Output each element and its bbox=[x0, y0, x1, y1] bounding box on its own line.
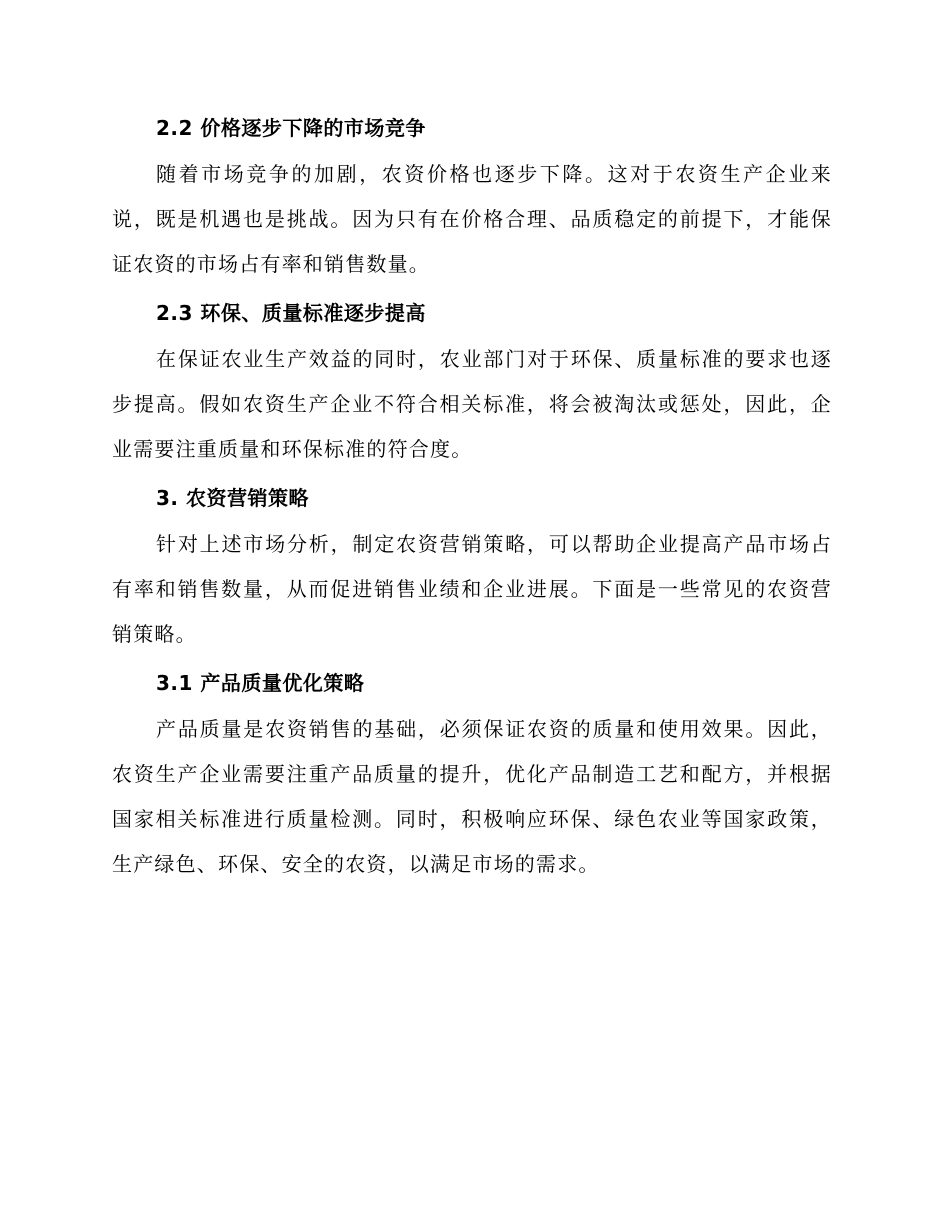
section-heading-2-3: 2.3 环保、质量标准逐步提高 bbox=[156, 301, 426, 325]
section-paragraph-3-1: 产品质量是农资销售的基础，必须保证农资的质量和使用效果。因此，农资生产企业需要注重产品质量的提升，优化产品制造工艺和配方，并根据国家相关标准进行质量检测。同时，积极响应环保、绿色农业等国家政策，生产绿色、环保、安全的农资，以满足市场的需求。 bbox=[112, 717, 832, 876]
section-heading-2-2: 2.2 价格逐步下降的市场竞争 bbox=[156, 116, 426, 140]
section-paragraph-2-2: 随着市场竞争的加剧，农资价格也逐步下降。这对于农资生产企业来说，既是机遇也是挑战。因为只有在价格合理、品质稳定的前提下，才能保证农资的市场占有率和销售数量。 bbox=[112, 162, 832, 276]
document-body bbox=[112, 112, 832, 887]
section-paragraph-3: 针对上述市场分析，制定农资营销策略，可以帮助企业提高产品市场占有率和销售数量，从而促进销售业绩和企业进展。下面是一些常见的农资营销策略。 bbox=[112, 532, 832, 646]
section-paragraph-2-3: 在保证农业生产效益的同时，农业部门对于环保、质量标准的要求也逐步提高。假如农资生产企业不符合相关标准，将会被淘汰或惩处，因此，企业需要注重质量和环保标准的符合度。 bbox=[112, 347, 832, 461]
section-heading-3-1: 3.1 产品质量优化策略 bbox=[156, 671, 365, 695]
section-heading-3: 3. 农资营销策略 bbox=[156, 486, 309, 510]
